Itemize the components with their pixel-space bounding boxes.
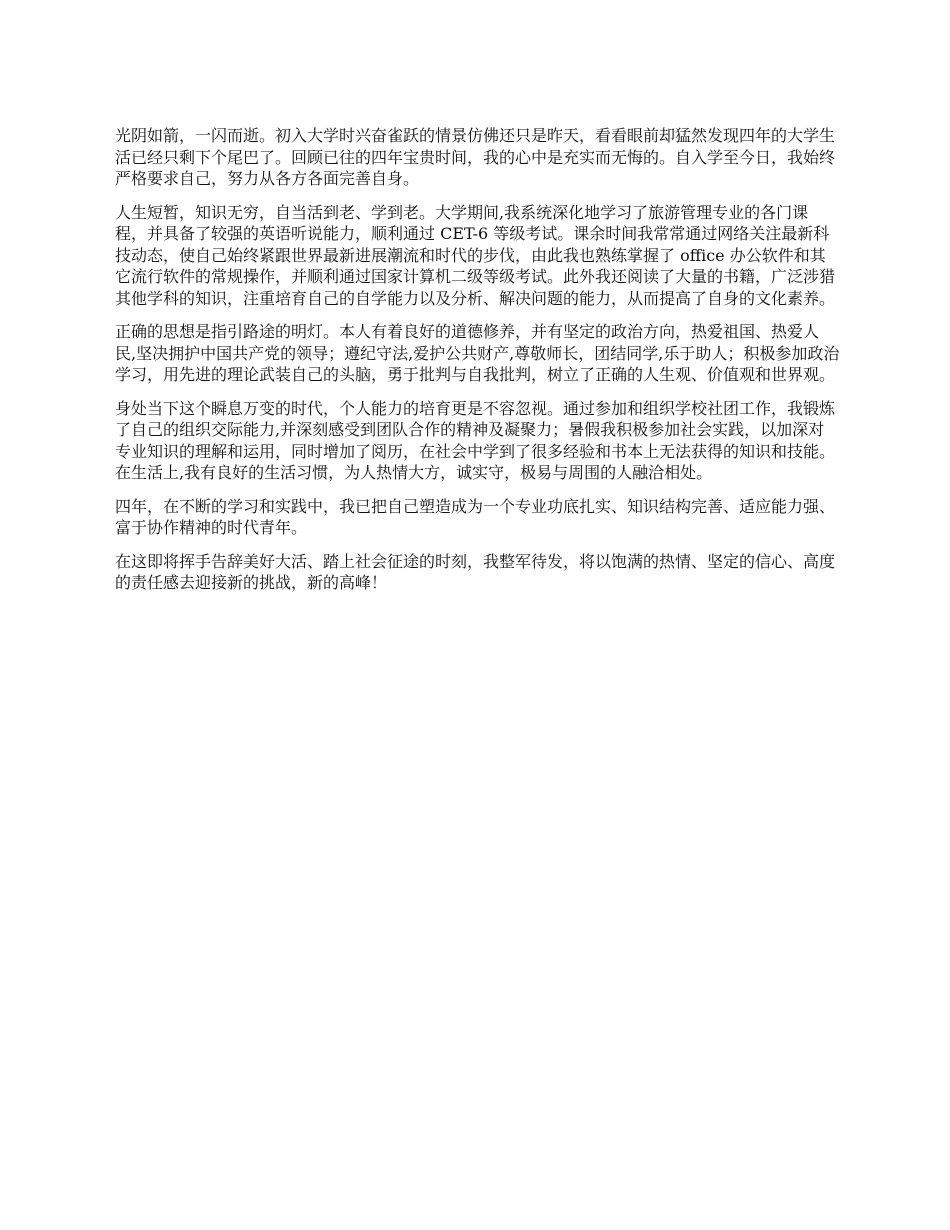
document-page: [115, 125, 840, 606]
paragraph-ability: 身处当下这个瞬息万变的时代，个人能力的培育更是不容忽视。通过参加和组织学校社团工作，我锻炼了自己的组织交际能力,并深刻感受到团队合作的精神及凝聚力；暑假我积极参加社会实践，以加深对专业知识的理解和运用，同时增加了阅历，在社会中学到了很多经验和书本上无法获得的知识和技能。在生活上,我有良好的生活习惯，为人热情大方，诚实守，极易与周围的人融洽相处。: [115, 398, 836, 482]
paragraph-summary: 四年，在不断的学习和实践中，我已把自己塑造成为一个专业功底扎实、知识结构完善、适应能力强、富于协作精神的时代青年。: [115, 496, 836, 537]
paragraph-ideology: 正确的思想是指引路途的明灯。本人有着良好的道德修养，并有坚定的政治方向，热爱祖国、热爱人民,坚决拥护中国共产党的领导；遵纪守法,爱护公共财产,尊敬师长，团结同学,乐于助人；积极参加政治学习，用先进的理论武装自己的头脑，勇于批判与自我批判，树立了正确的人生观、价值观和世界观。: [115, 322, 840, 384]
paragraph-study: 人生短暂，知识无穷，自当活到老、学到老。大学期间,我系统深化地学习了旅游管理专业的各门课程，并具备了较强的英语听说能力，顺利通过 CET-6 等级考试。课余时间我常常通过网络关注最新科技动态，使自己始终紧跟世界最新进展潮流和时代的步伐，由此我也熟练掌握了 office 办公软件和其它流行软件的常规操作，并顺利通过国家计算机二级等级考试。此外我还阅读了大量的书籍，广泛涉猎其他学科的知识，注重培育自己的自学能力以及分析、解决问题的能力，从而提高了自身的文化素养。: [115, 202, 836, 308]
paragraph-intro: 光阴如箭，一闪而逝。初入大学时兴奋雀跃的情景仿佛还只是昨天，看看眼前却猛然发现四年的大学生活已经只剩下个尾巴了。回顾已往的四年宝贵时间，我的心中是充实而无悔的。自入学至今日，我始终严格要求自己，努力从各方各面完善自身。: [115, 126, 836, 188]
paragraph-closing: 在这即将挥手告辞美好大活、踏上社会征途的时刻，我整军待发，将以饱满的热情、坚定的信心、高度的责任感去迎接新的挑战，新的高峰！: [115, 551, 836, 592]
